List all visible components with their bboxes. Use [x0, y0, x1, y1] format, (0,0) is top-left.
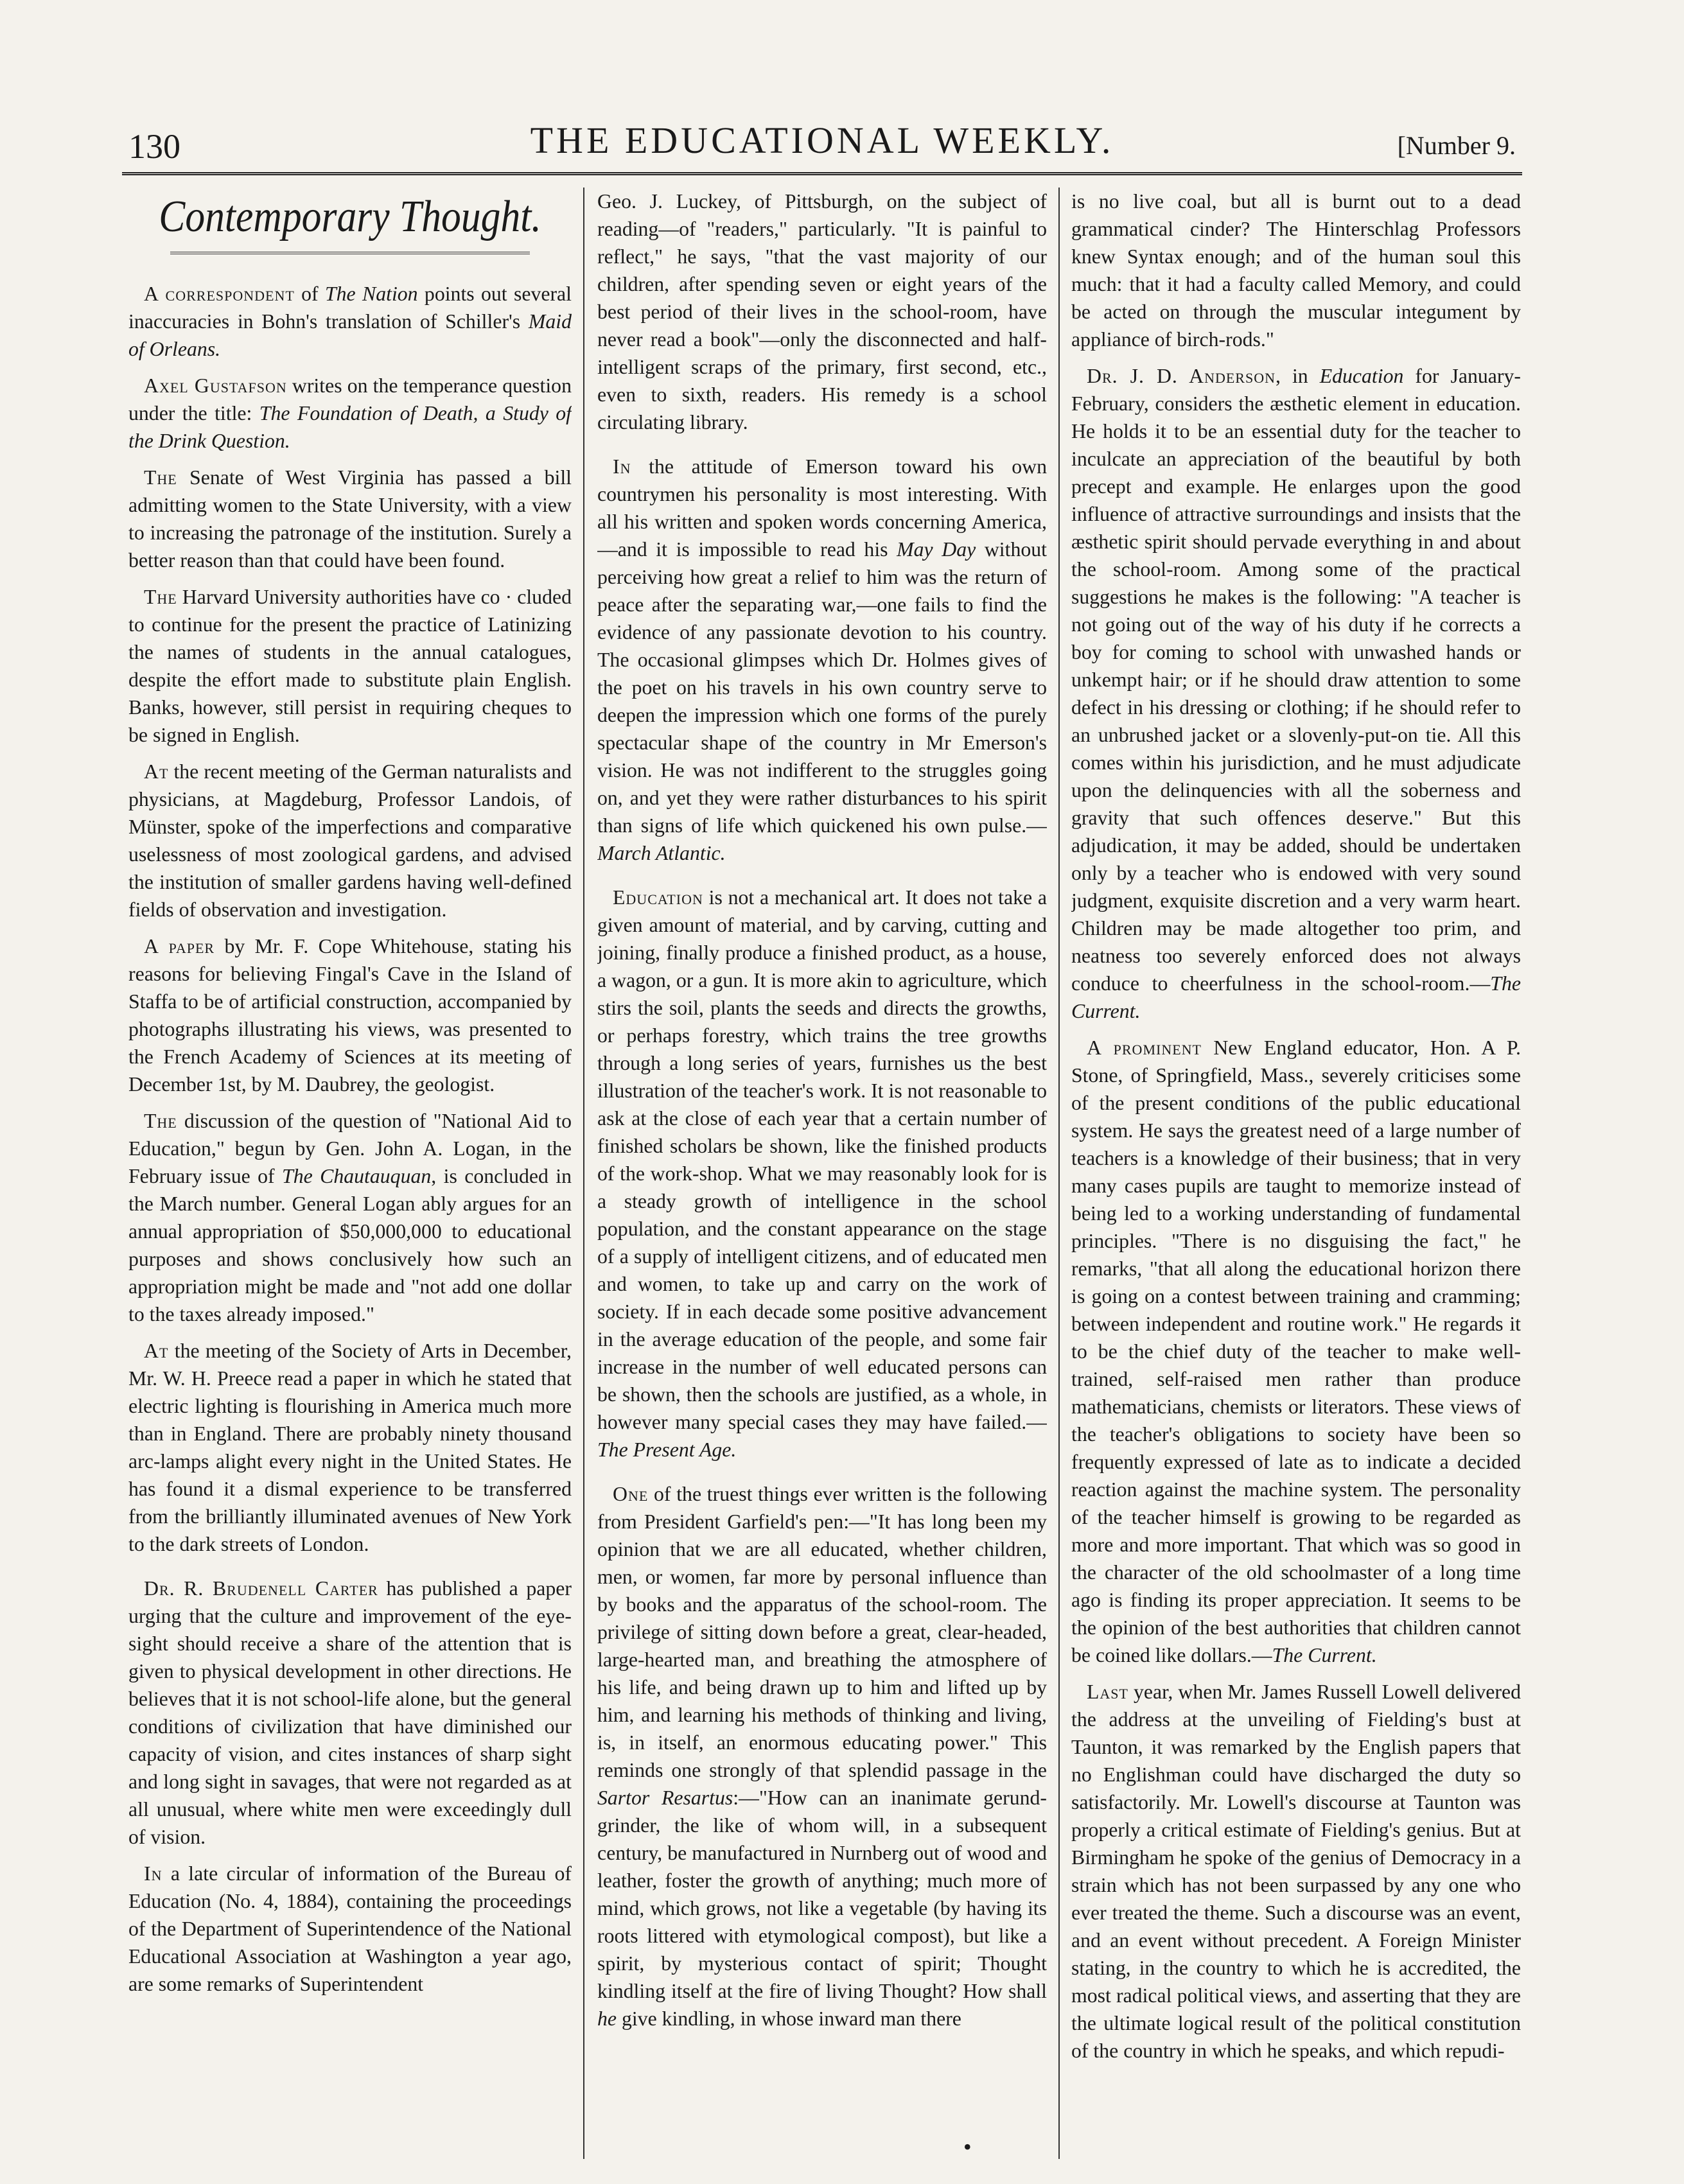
- italic-title-text: Sartor Resartus: [597, 1787, 733, 1809]
- article-paragraph: [1071, 1034, 1521, 1669]
- page-number: 130: [128, 127, 180, 166]
- italic-title-text: May Day: [897, 538, 976, 561]
- paragraph-text: by Mr. F. Cope Whitehouse, stating his reasons for believing Fingal's Cave in the Island of Staffa to be of artificial construction, accompanied by photographs illustrating his views, was presented to the French Academy of Sciences at its meeting of December 1st, by M. Daubrey, the geologist.: [128, 935, 572, 1096]
- italic-title-text: The Current.: [1071, 972, 1521, 1022]
- paragraph-lead-in: Last: [1087, 1681, 1128, 1703]
- column-2: [597, 188, 1047, 2159]
- italic-title-text: The Foundation of Death, a Study of the Drink Question.: [128, 402, 572, 452]
- paragraph-text: give kindling, in whose inward man there: [617, 2007, 961, 2030]
- paragraph-text: is not a mechanical art. It does not take a given amount of material, and by carving, cutting and joining, finally produce a finished product, as a house, a wagon, or a gun. It is more akin to agriculture, which stirs the soil, plants the seeds and directs the growths, or perhaps forestry, which trains the tree growths through a long series of years, furnishes us the best illustration of the teacher's work. It is not reasonable to ask at the close of each year that a certain number of finished scholars be shown, like the finished products of the work-shop. What we may reasonably look for is a steady growth of intelligence in the school population, and the constant appearance on the stage of a supply of intelligent citizens, and of educated men and women, to take up and carry on the work of society. If in each decade some positive advancement in the average education of the people, and some fair increase in the number of well educated persons can be shown, then the schools are justified, as a whole, in however many special cases they may have failed.—: [597, 886, 1047, 1433]
- article-paragraph: [597, 453, 1047, 867]
- italic-title-text: March Atlantic.: [597, 842, 726, 864]
- issue-number: [Number 9.: [1397, 131, 1516, 160]
- article-paragraph: [128, 932, 572, 1098]
- paragraph-lead-in: One: [613, 1483, 649, 1505]
- paragraph-text: writes on the temperance question under the title:: [128, 374, 572, 424]
- paragraph-text: Senate of West Virginia has passed a bill admitting women to the State University, with a view to increasing the patronage of the institution. Surely a better reason than that could have been found.: [128, 466, 572, 572]
- column-1: [128, 188, 572, 2159]
- article-paragraph: [597, 188, 1047, 436]
- paragraph-text: the attitude of Emerson toward his own countrymen his personality is most interesting. With all his written and spoken words concerning America,—and it is impossible to read his: [597, 455, 1047, 561]
- paragraph-text: the meeting of the Society of Arts in December, Mr. W. H. Preece read a paper in which he stated that electric lighting is flourishing in America much more than in England. There are probably ninety thousand arc-lamps alight every night in the United States. He has found it a dismal experience to be transferred from the brilliantly illuminated avenues of New York to the dark streets of London.: [128, 1340, 572, 1555]
- article-paragraph: [128, 1107, 572, 1328]
- paragraph-lead-in: At: [144, 1340, 169, 1362]
- article-paragraph: [1071, 1678, 1521, 2065]
- column-divider: [1058, 188, 1060, 2159]
- column-3: [1071, 188, 1521, 2159]
- article-paragraph: [597, 884, 1047, 1463]
- article-paragraph: [128, 1860, 572, 1998]
- paragraph-lead-in: Dr. J. D. Anderson: [1087, 365, 1276, 387]
- paragraph-text: is no live coal, but all is burnt out to a dead grammatical cinder? The Hinterschlag Professors knew Syntax enough; and of the human soul this much: that it had a faculty called Memory, and could be acted on through the muscular integument by appliance of birch-rods.": [1071, 190, 1521, 351]
- paragraph-text: has published a paper urging that the culture and improvement of the eye-sight should receive a share of the attention that is given to physical development in other directions. He believes that it is not school-life alone, but the general conditions of civilization that have diminished our capacity of vision, and cites instances of sharp sight and long sight in savages, that were not regarded as at all unusual, where white men were exceedingly dull of vision.: [128, 1577, 572, 1848]
- article-paragraph: [128, 464, 572, 574]
- paragraph-text: , in: [1275, 365, 1320, 387]
- paragraph-lead-in: In: [144, 1862, 162, 1885]
- article-paragraph: [128, 1337, 572, 1558]
- article-paragraph: [128, 280, 572, 363]
- header-rule: [122, 172, 1522, 177]
- paragraph-text: discussion of the question of "National Aid to Education," begun by Gen. John A. Logan, in the February issue of: [128, 1110, 572, 1187]
- paragraph-text: points out several inaccuracies in Bohn's translation of Schiller's: [128, 283, 572, 333]
- article-paragraph: [1071, 188, 1521, 353]
- paragraph-lead-in: Axel Gustafson: [144, 374, 287, 397]
- paragraph-text: of: [294, 283, 325, 305]
- paragraph-text: without perceiving how great a relief to him was the return of peace after the separating war,—one fails to find the evidence of any passionate devotion to his country. The occasional glimpses which Dr. Holmes gives of the poet on his travels in his own country serve to deepen the impression which one forms of the purely spectacular shape of the country in Mr Emerson's vision. He was not indifferent to the struggles going on, and yet they were rather disturbances to his spirit than signs of life which quickened his own pulse.—: [597, 538, 1047, 837]
- paragraph-lead-in: A correspondent: [144, 283, 295, 305]
- italic-title-text: Maid of Orleans.: [128, 310, 572, 360]
- paragraph-lead-in: At: [144, 760, 169, 783]
- italic-title-text: The Chautauquan: [282, 1165, 432, 1187]
- paragraph-lead-in: In: [613, 455, 631, 478]
- paragraph-text: year, when Mr. James Russell Lowell delivered the address at the unveiling of Fielding's bust at Taunton, it was remarked by the English papers that no Englishman could have discharged the duty so satisfactorily. Mr. Lowell's discourse at Taunton was properly a critical estimate of Fielding's genius. But at Birmingham he spoke of the genius of Democracy in a strain which has not been surpassed by any one who ever treated the theme. Such a discourse was an event, and an event without precedent. A Foreign Minister stating, in the country to which he is accredited, the most radical political views, and asserting that they are the ultimate logical result of the political constitution of the country in which he speaks, and which repudi-: [1071, 1681, 1521, 2062]
- article-paragraph: [128, 372, 572, 455]
- article-paragraph: [597, 1480, 1047, 2032]
- article-paragraph: [128, 758, 572, 923]
- paragraph-text: New England educator, Hon. A P. Stone, of Springfield, Mass., severely criticises some of the present conditions of the public educational system. He says the greatest need of a large number of teachers is a knowledge of their business; that in very many cases pupils are taught to memorize instead of being led to a working understanding of fundamental principles. "There is no disguising the fact," he remarks, "that all along the educational horizon there is going on a contest between training and cramming; between independent and routine work." He regards it to be the chief duty of the teacher to make well-trained, self-raised men rather than produce mathematicians, chemists or literators. These views of the teacher's obligations to society have been so frequently expressed of late as to indicate a decided reaction against the machine system. The personality of the teacher himself is growing to be regarded as more and more important. That which was so good in the character of the old schoolmaster of a long time ago is finding its proper appreciation. It seems to be the opinion of the best authorities that children cannot be coined like dollars.—: [1071, 1036, 1521, 1666]
- paragraph-text: , is concluded in the March number. General Logan ably argues for an annual appropriation of $50,000,000 to educational purposes and shows conclusively how such an appropriation might be made and "not add one dollar to the taxes already imposed.": [128, 1165, 572, 1325]
- paragraph-lead-in: A paper: [144, 935, 215, 957]
- paragraph-text: of the truest things ever written is the following from President Garfield's pen:—"It has long been my opinion that we are all educated, whether children, men, or women, far more by personal influence than by books and the apparatus of the school-room. The privilege of sitting down before a great, clear-headed, large-hearted man, and breathing the atmosphere of his life, and being drawn up to him and lifted up by him, and learning his methods of thinking and living, is, in itself, an enormous educating power." This reminds one strongly of that splendid passage in the: [597, 1483, 1047, 1781]
- paragraph-lead-in: The: [144, 1110, 177, 1132]
- paragraph-text: Harvard University authorities have co · cluded to continue for the present the practice of Latinizing the names of students in the annual catalogues, despite the effort made to substitute plain English. Banks, however, still persist in requiring cheques to be signed in English.: [128, 586, 572, 746]
- paragraph-text: a late circular of information of the Bureau of Education (No. 4, 1884), containing the proceedings of the Department of Superintendence of the National Educational Association at Washington a year ago, are some remarks of Superintendent: [128, 1862, 572, 1995]
- article-paragraph: [128, 1575, 572, 1851]
- italic-title-text: Education: [1319, 365, 1404, 387]
- paragraph-lead-in: Dr. R. Brudenell Carter: [144, 1577, 378, 1600]
- section-title: Contemporary Thought.: [159, 192, 541, 241]
- italic-title-text: The Nation: [324, 283, 418, 305]
- paragraph-text: Geo. J. Luckey, of Pittsburgh, on the subject of reading—of "readers," particularly. "It is painful to reflect," he says, "that the vast majority of our children, after spending seven or eight years of the best period of their lives in the school-room, have never read a book"—only the disconnected and half-intelligent scraps of the primary, first second, etc., even to sixth, readers. His remedy is a school circulating library.: [597, 190, 1047, 433]
- paragraph-text: for January-February, considers the æsthetic element in education. He holds it to be an essential duty for the teacher to inculcate an appreciation of the beautiful by both precept and example. He enlarges upon the good influence of attractive surroundings and insists that the æsthetic spirit should pervade everything in and about the school-room. Among some of the practical suggestions he makes is the following: "A teacher is not going out of the way of his duty if he corrects a boy for coming to school with unwashed hands or unkempt hair; or if he should draw attention to some defect in his dressing or clothing; if he should refer to an unbrushed jacket or a slovenly-put-on tie. All this comes within his jurisdiction, and he must adjudicate upon the delinquencies with all the soberness and gravity that such offences deserve." But this adjudication, it may be added, should be undertaken only by a teacher who is endowed with very sound judgment, exquisite discretion and a very warm heart. Children may be made altogether too prim, and neatness too severely enforced does not always conduce to cheerfulness in the school-room.—: [1071, 365, 1521, 995]
- article-paragraph: [1071, 362, 1521, 1025]
- paragraph-lead-in: A prominent: [1087, 1036, 1202, 1059]
- italic-title-text: he: [597, 2007, 617, 2030]
- title-ornament-rule: [170, 252, 530, 256]
- article-paragraph: [128, 583, 572, 749]
- column-divider: [583, 188, 584, 2159]
- publication-title: THE EDUCATIONAL WEEKLY.: [530, 119, 1114, 161]
- footer-mark: •: [963, 2134, 972, 2160]
- paragraph-lead-in: The: [144, 466, 177, 489]
- italic-title-text: The Current.: [1272, 1644, 1377, 1666]
- page-header: [122, 119, 1522, 170]
- newspaper-page: [122, 0, 1522, 2184]
- paragraph-lead-in: The: [144, 586, 177, 608]
- paragraph-text: :—"How can an inanimate gerund-grinder, the like of whom will, in a subsequent century, be manufactured in Nurnberg out of wood and leather, foster the growth of anything; much more of mind, which grows, not like a vegetable (by having its roots littered with etymological compost), but like a spirit, by mysterious contact of spirit; Thought kindling itself at the fire of living Thought? How shall: [597, 1787, 1047, 2002]
- paragraph-lead-in: Education: [613, 886, 703, 909]
- italic-title-text: The Present Age.: [597, 1438, 737, 1461]
- paragraph-text: the recent meeting of the German naturalists and physicians, at Magdeburg, Professor Landois, of Münster, spoke of the imperfections and comparative uselessness of most zoological gardens, and advised the institution of smaller gardens having well-defined fields of observation and investigation.: [128, 760, 572, 921]
